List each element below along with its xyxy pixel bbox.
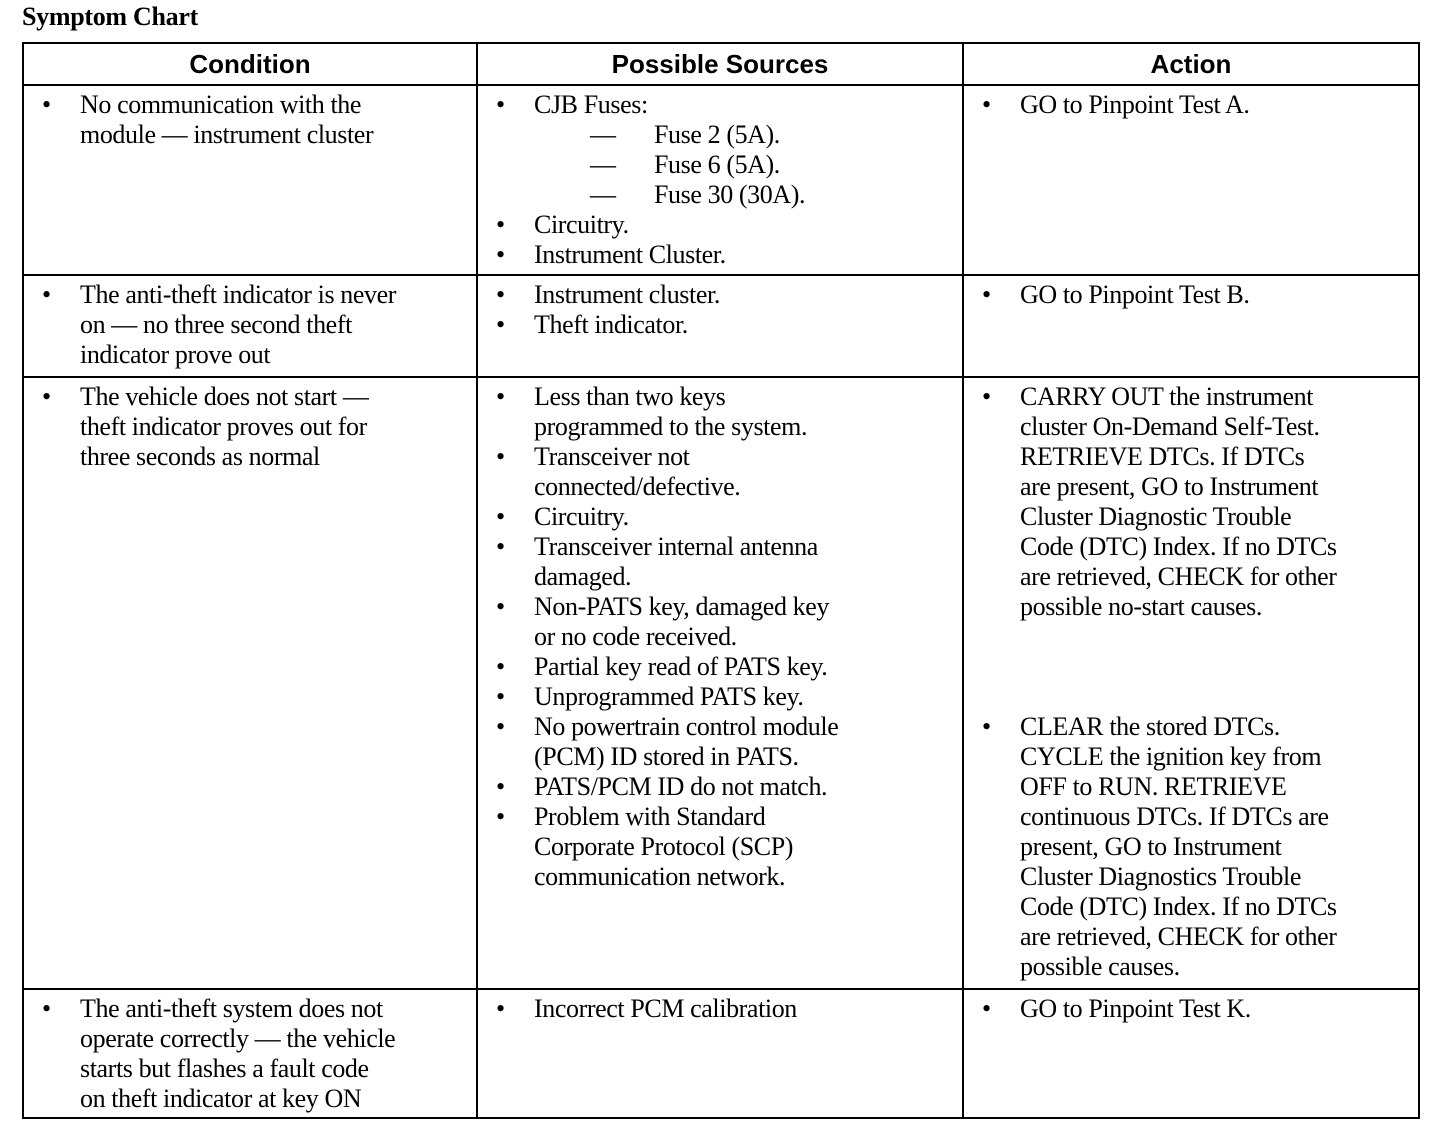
bullet-icon: • — [42, 90, 51, 119]
source-item-text: No powertrain control module (PCM) ID stored in PATS. — [534, 712, 839, 771]
source-item — [478, 502, 962, 532]
bullet-icon: • — [496, 994, 505, 1023]
condition-cell — [23, 377, 477, 989]
sources-list — [478, 90, 962, 270]
condition-cell — [23, 85, 477, 275]
bullet-icon: • — [496, 382, 505, 411]
bullet-icon: • — [42, 280, 51, 309]
action-list — [964, 994, 1418, 1024]
source-item-text: Less than two keys programmed to the system. — [534, 382, 808, 441]
source-item — [478, 682, 962, 712]
sources-list — [478, 382, 962, 892]
source-item — [478, 382, 962, 442]
condition-list — [24, 280, 476, 370]
source-item — [478, 532, 962, 592]
page-title: Symptom Chart — [22, 2, 198, 31]
dash-icon: — — [590, 120, 616, 149]
source-item — [478, 442, 962, 502]
source-item — [478, 210, 962, 240]
bullet-icon: • — [496, 210, 505, 239]
sources-cell — [477, 85, 963, 275]
source-item — [478, 310, 962, 340]
action-item-text: CLEAR the stored DTCs. CYCLE the ignition key from OFF to RUN. RETRIEVE continuous DTCs. If DTCs are present, GO to Instrument Cluster Diagnostics Trouble Code (DTC) Index. If no DTCs are retrieved, CHECK for other possible causes. — [1020, 712, 1337, 981]
sub-source-text: Fuse 6 (5A). — [654, 150, 780, 179]
source-item-text: Instrument cluster. — [534, 280, 720, 309]
source-item-text: Transceiver not connected/defective. — [534, 442, 741, 501]
source-item-text: Theft indicator. — [534, 310, 688, 339]
sources-list — [478, 994, 962, 1024]
source-item-text: Problem with Standard Corporate Protocol (SCP) communication network. — [534, 802, 794, 891]
bullet-icon: • — [982, 90, 991, 119]
condition-list — [24, 382, 476, 472]
source-item — [478, 802, 962, 892]
source-item-text: Incorrect PCM calibration — [534, 994, 797, 1023]
action-cell — [963, 377, 1419, 989]
sources-cell — [477, 377, 963, 989]
bullet-icon: • — [982, 994, 991, 1023]
bullet-icon: • — [496, 532, 505, 561]
sub-source-item — [534, 150, 962, 180]
source-item-text: Instrument Cluster. — [534, 240, 726, 269]
sources-cell — [477, 275, 963, 377]
table-row — [23, 85, 1419, 275]
table-row — [23, 989, 1419, 1118]
action-item-text: GO to Pinpoint Test A. — [1020, 90, 1250, 119]
condition-item-text: The vehicle does not start — theft indicator proves out for three seconds as normal — [80, 382, 369, 471]
condition-list — [24, 994, 476, 1114]
source-item — [478, 712, 962, 772]
condition-item-text: The anti-theft indicator is never on — no three second theft indicator prove out — [80, 280, 397, 369]
source-item-text: Non-PATS key, damaged key or no code received. — [534, 592, 829, 651]
source-item — [478, 772, 962, 802]
action-list — [964, 90, 1418, 120]
bullet-icon: • — [496, 442, 505, 471]
condition-item-text: No communication with the module — instrument cluster — [80, 90, 374, 149]
bullet-icon: • — [42, 382, 51, 411]
source-item-text: Transceiver internal antenna damaged. — [534, 532, 818, 591]
table-row — [23, 275, 1419, 377]
sub-source-text: Fuse 30 (30A). — [654, 180, 806, 209]
bullet-icon: • — [496, 682, 505, 711]
bullet-icon: • — [496, 240, 505, 269]
action-cell — [963, 85, 1419, 275]
source-item — [478, 994, 962, 1024]
action-cell — [963, 989, 1419, 1118]
source-item — [478, 280, 962, 310]
action-item-text: CARRY OUT the instrument cluster On-Demand Self-Test. RETRIEVE DTCs. If DTCs are present, GO to Instrument Cluster Diagnostic Trouble Code (DTC) Index. If no DTCs are retrieved, CHECK for other possible no-start causes. — [1020, 382, 1337, 621]
sources-cell — [477, 989, 963, 1118]
header-possible-sources: Possible Sources — [477, 43, 963, 85]
bullet-icon: • — [496, 712, 505, 741]
action-item — [964, 994, 1418, 1024]
action-item-text: GO to Pinpoint Test K. — [1020, 994, 1251, 1023]
symptom-chart-table — [22, 42, 1420, 1119]
bullet-icon: • — [496, 592, 505, 621]
condition-list — [24, 90, 476, 150]
condition-item — [24, 90, 476, 150]
bullet-icon: • — [496, 90, 505, 119]
condition-cell — [23, 989, 477, 1118]
action-item — [964, 280, 1418, 310]
bullet-icon: • — [496, 502, 505, 531]
source-item-text: Partial key read of PATS key. — [534, 652, 828, 681]
source-item — [478, 240, 962, 270]
dash-icon: — — [590, 180, 616, 209]
action-item — [964, 90, 1418, 120]
sub-source-item — [534, 180, 962, 210]
action-list — [964, 280, 1418, 310]
source-item — [478, 592, 962, 652]
bullet-icon: • — [496, 802, 505, 831]
action-item-text: GO to Pinpoint Test B. — [1020, 280, 1250, 309]
condition-cell — [23, 275, 477, 377]
condition-item — [24, 382, 476, 472]
bullet-icon: • — [496, 310, 505, 339]
bullet-icon: • — [982, 382, 991, 411]
bullet-icon: • — [982, 712, 991, 741]
sub-source-text: Fuse 2 (5A). — [654, 120, 780, 149]
action-cell — [963, 275, 1419, 377]
action-item — [964, 712, 1418, 982]
header-action: Action — [963, 43, 1419, 85]
source-item — [478, 652, 962, 682]
bullet-icon: • — [42, 994, 51, 1023]
bullet-icon: • — [496, 652, 505, 681]
bullet-icon: • — [496, 280, 505, 309]
table-row — [23, 377, 1419, 989]
condition-item-text: The anti-theft system does not operate correctly — the vehicle starts but flashes a fault code on theft indicator at key ON — [80, 994, 396, 1113]
source-item-text: PATS/PCM ID do not match. — [534, 772, 828, 801]
source-item-text: CJB Fuses: — [534, 90, 648, 119]
header-condition: Condition — [23, 43, 477, 85]
condition-item — [24, 280, 476, 370]
bullet-icon: • — [496, 772, 505, 801]
source-item-text: Unprogrammed PATS key. — [534, 682, 804, 711]
sources-list — [478, 280, 962, 340]
condition-item — [24, 994, 476, 1114]
source-item — [478, 90, 962, 210]
action-list — [964, 382, 1418, 982]
table-header-row — [23, 43, 1419, 85]
source-item-text: Circuitry. — [534, 502, 629, 531]
bullet-icon: • — [982, 280, 991, 309]
source-item-text: Circuitry. — [534, 210, 629, 239]
dash-icon: — — [590, 150, 616, 179]
action-item — [964, 382, 1418, 622]
sub-source-item — [534, 120, 962, 150]
